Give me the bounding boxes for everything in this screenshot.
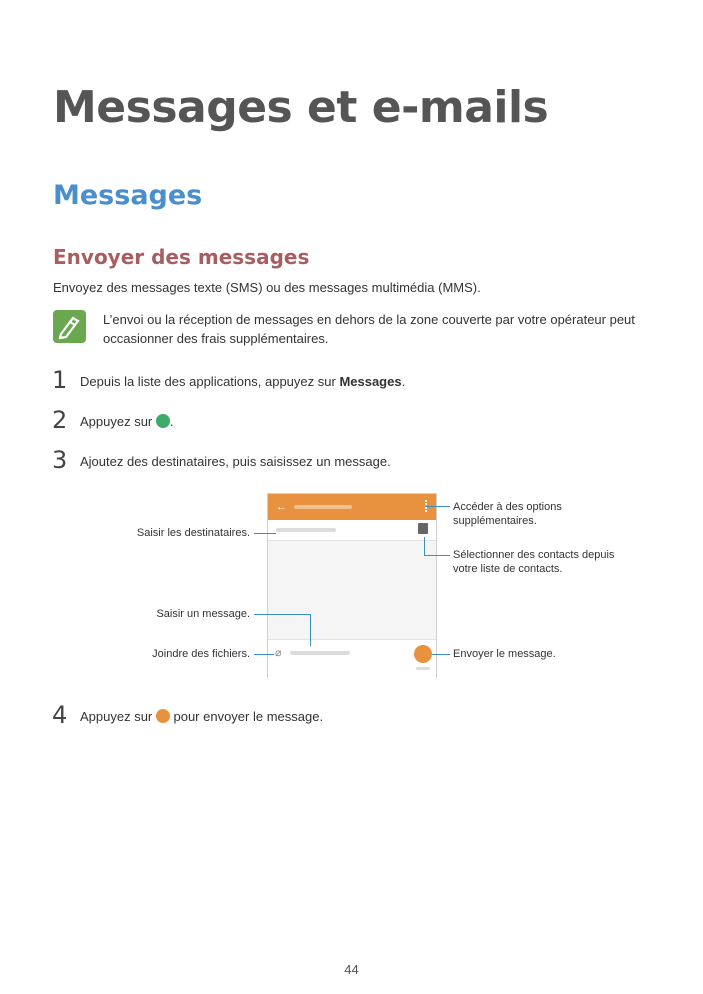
compose-bar bbox=[268, 639, 436, 678]
callout-send-message: Envoyer le message. bbox=[453, 648, 556, 660]
callout-attach-files: Joindre des fichiers. bbox=[152, 648, 250, 660]
recipient-field bbox=[268, 520, 436, 541]
app-name: Messages bbox=[339, 374, 402, 389]
leader-line bbox=[424, 537, 425, 555]
note-text: L’envoi ou la réception de messages en dehors de la zone couverte par votre opérateur peut occasionner des frais supplémentaires. bbox=[103, 312, 635, 346]
send-icon bbox=[414, 645, 432, 663]
step-number: 3 bbox=[52, 446, 68, 474]
back-arrow-icon: ← bbox=[276, 501, 287, 513]
subsection-title: Envoyer des messages bbox=[53, 245, 310, 269]
step-number: 4 bbox=[52, 701, 68, 729]
step-number: 1 bbox=[52, 366, 68, 394]
leader-line bbox=[254, 533, 276, 534]
callout-enter-recipients: Saisir les destinataires. bbox=[136, 527, 250, 539]
leader-line bbox=[424, 555, 450, 556]
section-title: Messages bbox=[53, 180, 203, 211]
step-text bbox=[80, 414, 174, 429]
leader-line bbox=[426, 506, 450, 507]
send-icon bbox=[156, 709, 170, 723]
counter-placeholder bbox=[416, 667, 430, 670]
step-text bbox=[80, 709, 323, 724]
leader-line bbox=[254, 614, 310, 615]
intro-text: Envoyez des messages texte (SMS) ou des messages multimédia (MMS). bbox=[53, 280, 481, 295]
step-text bbox=[80, 374, 405, 389]
step-number: 2 bbox=[52, 406, 68, 434]
page-number: 44 bbox=[344, 962, 359, 977]
phone-screenshot bbox=[267, 493, 437, 678]
leader-line bbox=[254, 654, 274, 655]
message-placeholder bbox=[290, 651, 350, 655]
step-text-part: Appuyez sur bbox=[80, 414, 156, 429]
contact-icon bbox=[418, 523, 428, 534]
step-text-part: pour envoyer le message. bbox=[169, 709, 324, 724]
callout-enter-message: Saisir un message. bbox=[156, 608, 250, 620]
note-icon bbox=[53, 310, 86, 343]
step-text-part: . bbox=[169, 414, 174, 429]
chapter-title: Messages et e-mails bbox=[53, 82, 549, 133]
step-text: Ajoutez des destinataires, puis saisissez un message. bbox=[80, 454, 391, 469]
app-bar bbox=[268, 494, 436, 520]
leader-line bbox=[310, 614, 311, 646]
callout-select-contacts: Sélectionner des contacts depuis votre liste de contacts. bbox=[453, 549, 615, 575]
app-bar-title-placeholder bbox=[294, 505, 352, 509]
paperclip-icon: ⌀ bbox=[275, 647, 282, 659]
recipient-placeholder bbox=[276, 528, 336, 532]
compose-icon bbox=[156, 414, 170, 428]
callout-more-options: Accéder à des options supplémentaires. bbox=[453, 501, 562, 527]
leader-line bbox=[432, 654, 450, 655]
step-text-part: Appuyez sur bbox=[80, 709, 156, 724]
step-text-part: . bbox=[401, 374, 406, 389]
step-text-part: Depuis la liste des applications, appuyez sur bbox=[80, 374, 340, 389]
